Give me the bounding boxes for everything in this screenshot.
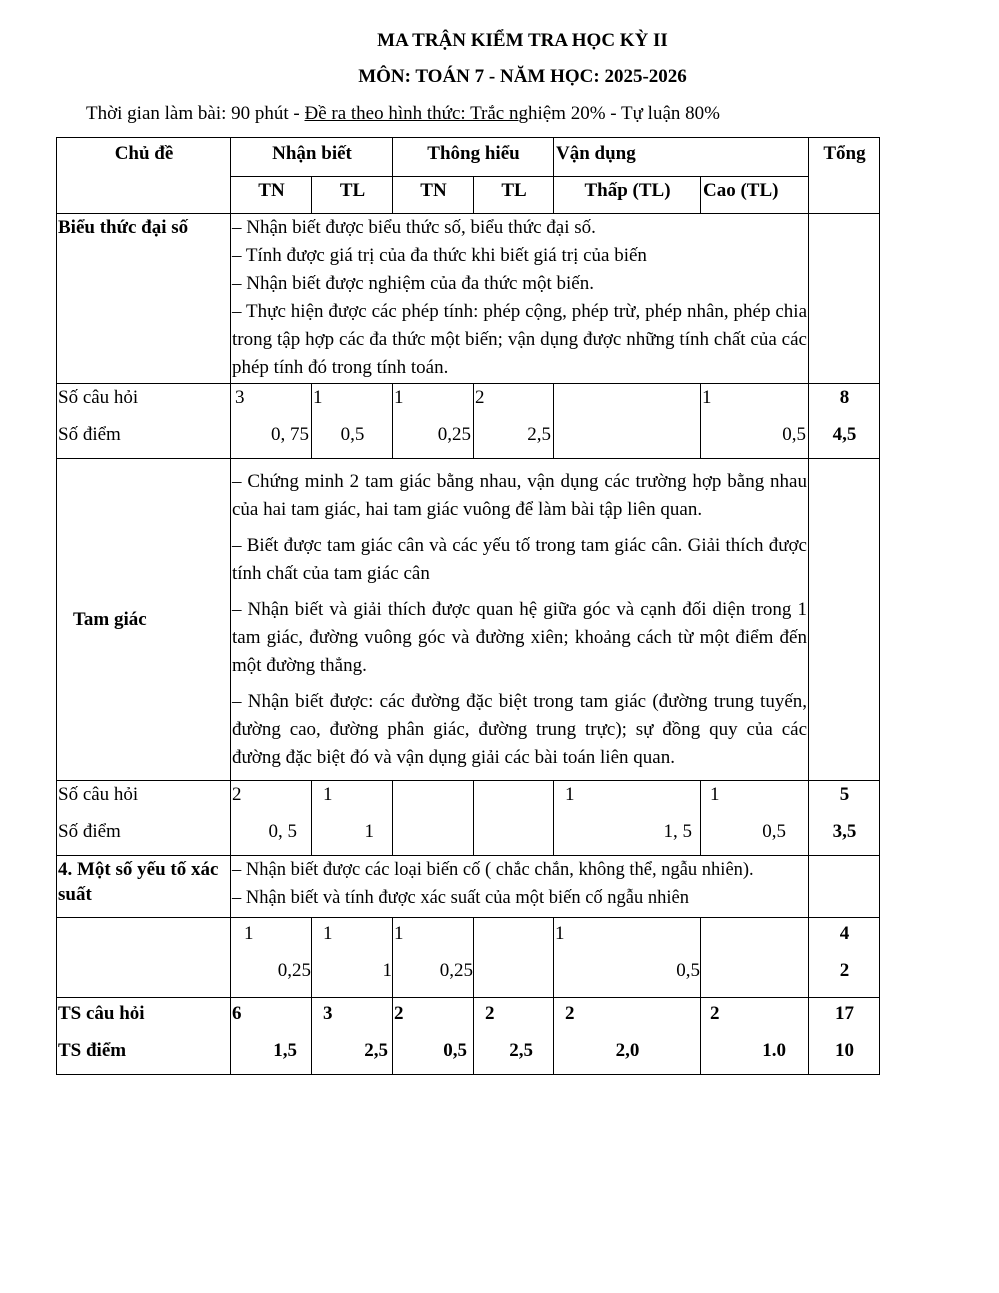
label-total-questions: TS câu hỏi xyxy=(58,1003,145,1024)
section-description xyxy=(231,214,809,384)
score: 2,5 xyxy=(527,424,551,445)
description-item: – Nhận biết được biểu thức số, biểu thức đại số. xyxy=(232,217,596,238)
header-total: Tổng xyxy=(809,138,880,214)
section-topic: 4. Một số yếu tố xác suất xyxy=(57,856,231,918)
total-question-count: 2 xyxy=(710,1003,720,1024)
question-count: 1 xyxy=(710,784,720,805)
section-description xyxy=(231,856,809,918)
total-question-count-overall: 17 xyxy=(835,1003,854,1024)
description-item: – Chứng minh 2 tam giác bằng nhau, vận dụng các trường hợp bằng nhau của hai tam giác, hai tam giác vuông để làm bài tập liên quan. xyxy=(232,471,807,520)
score: 0,5 xyxy=(340,424,365,445)
header-apply-low: Thấp (TL) xyxy=(554,177,701,214)
question-count xyxy=(475,781,553,818)
exam-matrix-table xyxy=(56,137,880,1075)
question-count: 1 xyxy=(323,923,333,944)
score: 1 xyxy=(382,960,392,981)
total-question-count: 2 xyxy=(485,1003,495,1024)
question-count: 1 xyxy=(313,387,323,408)
score xyxy=(702,957,808,994)
score: 0, 5 xyxy=(268,821,297,842)
score: 0,25 xyxy=(437,424,471,445)
cell-tn-recognize xyxy=(231,384,312,459)
cell-tl-recognize xyxy=(312,918,393,998)
score-total: 4,5 xyxy=(832,424,857,445)
cell-apply-low xyxy=(554,781,701,856)
question-count: 1 xyxy=(244,923,254,944)
totals-labels xyxy=(57,998,231,1075)
section-labels xyxy=(57,781,231,856)
cell-apply-low xyxy=(554,918,701,998)
exam-info xyxy=(86,103,720,125)
cell-tn-understand xyxy=(393,918,474,998)
total-question-count: 2 xyxy=(394,1003,404,1024)
score: 0,5 xyxy=(762,821,786,842)
score xyxy=(394,818,473,855)
cell-tl-understand xyxy=(474,918,554,998)
label-total-score: TS điểm xyxy=(58,1040,127,1061)
description-item: – Nhận biết được các loại biến cố ( chắc chắn, không thể, ngẫu nhiên). xyxy=(232,860,754,880)
question-count xyxy=(702,918,808,957)
score-total: 3,5 xyxy=(832,821,857,842)
question-count xyxy=(555,384,700,421)
total-apply-low xyxy=(554,998,701,1075)
section-description xyxy=(231,459,809,781)
total-score: 2,5 xyxy=(509,1040,533,1061)
cell-apply-low xyxy=(554,384,701,459)
section-total-empty xyxy=(809,214,880,384)
question-count-total: 8 xyxy=(839,387,850,408)
question-count-total: 4 xyxy=(839,923,850,944)
question-count: 1 xyxy=(323,784,333,805)
question-count: 1 xyxy=(565,784,575,805)
section-total-empty xyxy=(809,459,880,781)
total-score: 2,5 xyxy=(364,1040,388,1061)
total-score: 1,5 xyxy=(273,1040,297,1061)
total-score: 0,5 xyxy=(443,1040,467,1061)
score: 0,5 xyxy=(676,960,700,981)
cell-apply-high xyxy=(701,384,809,459)
cell-tl-recognize xyxy=(312,384,393,459)
description-item: – Thực hiện được các phép tính: phép cộng, phép trừ, phép nhân, phép chia trong tập hợp các đa thức một biến; vận dụng được những tính chất của các phép tính đó trong tính toán. xyxy=(232,301,807,378)
question-count: 1 xyxy=(555,923,565,944)
header-understand: Thông hiểu xyxy=(393,138,554,177)
score xyxy=(555,421,700,458)
total-overall xyxy=(809,998,880,1075)
question-count: 3 xyxy=(235,387,245,408)
cell-tl-understand xyxy=(474,384,554,459)
score: 1, 5 xyxy=(663,821,692,842)
question-count: 2 xyxy=(232,784,242,805)
score: 0,25 xyxy=(439,960,473,981)
description-item: – Nhận biết được nghiệm của đa thức một biến. xyxy=(232,273,594,294)
section-labels-empty xyxy=(57,918,231,998)
cell-total xyxy=(809,781,880,856)
header-tn-understand: TN xyxy=(393,177,474,214)
score xyxy=(475,957,553,994)
label-question-count: Số câu hỏi xyxy=(58,784,139,805)
question-count: 1 xyxy=(394,387,404,408)
question-count xyxy=(394,781,473,818)
section-topic: Biểu thức đại số xyxy=(57,214,231,384)
header-topic: Chủ đề xyxy=(57,138,231,214)
total-question-count: 6 xyxy=(232,1003,242,1024)
question-count-total: 5 xyxy=(839,784,850,805)
cell-tl-recognize xyxy=(312,781,393,856)
header-recognize: Nhận biết xyxy=(231,138,393,177)
cell-total xyxy=(809,918,880,998)
cell-tn-recognize xyxy=(231,918,312,998)
total-score: 1.0 xyxy=(762,1040,786,1061)
document-title: MA TRẬN KIỂM TRA HỌC KỲ II xyxy=(377,30,668,51)
exam-info-underlined: Đề ra theo hình thức: Trắc n xyxy=(304,103,519,124)
label-score: Số điểm xyxy=(58,821,121,842)
description-item: – Nhận biết được: các đường đặc biệt trong tam giác (đường trung tuyến, đường cao, đường phân giác, đường trung trực); sự đồng quy của các đường đặc biệt đó và vận dụng giải các bài toán liên quan. xyxy=(232,691,807,768)
score: 0, 75 xyxy=(271,424,309,445)
cell-tn-recognize xyxy=(231,781,312,856)
total-tl-understand xyxy=(474,998,554,1075)
score-total: 2 xyxy=(839,960,850,981)
question-count: 1 xyxy=(702,387,712,408)
header-apply: Vận dụng xyxy=(554,138,809,177)
header-apply-high: Cao (TL) xyxy=(701,177,809,214)
question-count: 2 xyxy=(475,387,485,408)
label-question-count: Số câu hỏi xyxy=(58,387,139,408)
score: 0,5 xyxy=(782,424,806,445)
document-subtitle: MÔN: TOÁN 7 - NĂM HỌC: 2025-2026 xyxy=(358,66,687,87)
cell-tn-understand xyxy=(393,384,474,459)
cell-total xyxy=(809,384,880,459)
cell-apply-high xyxy=(701,918,809,998)
total-score: 2,0 xyxy=(615,1040,640,1061)
exam-info-prefix: Thời gian làm bài: 90 phút - xyxy=(86,103,305,124)
label-score: Số điểm xyxy=(58,424,121,445)
section-topic: Tam giác xyxy=(57,459,231,781)
section-labels xyxy=(57,384,231,459)
score xyxy=(475,818,553,855)
header-tn-recognize: TN xyxy=(231,177,312,214)
total-tl-recognize xyxy=(312,998,393,1075)
score: 0,25 xyxy=(277,960,311,981)
total-tn-understand xyxy=(393,998,474,1075)
cell-tl-understand xyxy=(474,781,554,856)
cell-tn-understand xyxy=(393,781,474,856)
description-item: – Nhận biết và giải thích được quan hệ giữa góc và cạnh đối diện trong 1 tam giác, đường vuông góc và đường xiên; khoảng cách từ một điểm đến một đường thẳng. xyxy=(232,599,807,676)
total-question-count: 2 xyxy=(565,1003,575,1024)
description-item: – Nhận biết và tính được xác suất của một biến cố ngẫu nhiên xyxy=(232,888,689,908)
total-question-count: 3 xyxy=(323,1003,333,1024)
description-item: – Tính được giá trị của đa thức khi biết giá trị của biến xyxy=(232,245,647,266)
total-score-overall: 10 xyxy=(835,1040,854,1061)
description-item: – Biết được tam giác cân và các yếu tố trong tam giác cân. Giải thích được tính chất của tam giác cân xyxy=(232,535,807,584)
question-count xyxy=(475,918,553,957)
section-total-empty xyxy=(809,856,880,918)
question-count: 1 xyxy=(394,923,404,944)
score: 1 xyxy=(364,821,374,842)
header-tl-understand: TL xyxy=(474,177,554,214)
total-apply-high xyxy=(701,998,809,1075)
cell-apply-high xyxy=(701,781,809,856)
header-tl-recognize: TL xyxy=(312,177,393,214)
exam-info-suffix: ghiệm 20% - Tự luận 80% xyxy=(518,103,720,124)
total-tn-recognize xyxy=(231,998,312,1075)
